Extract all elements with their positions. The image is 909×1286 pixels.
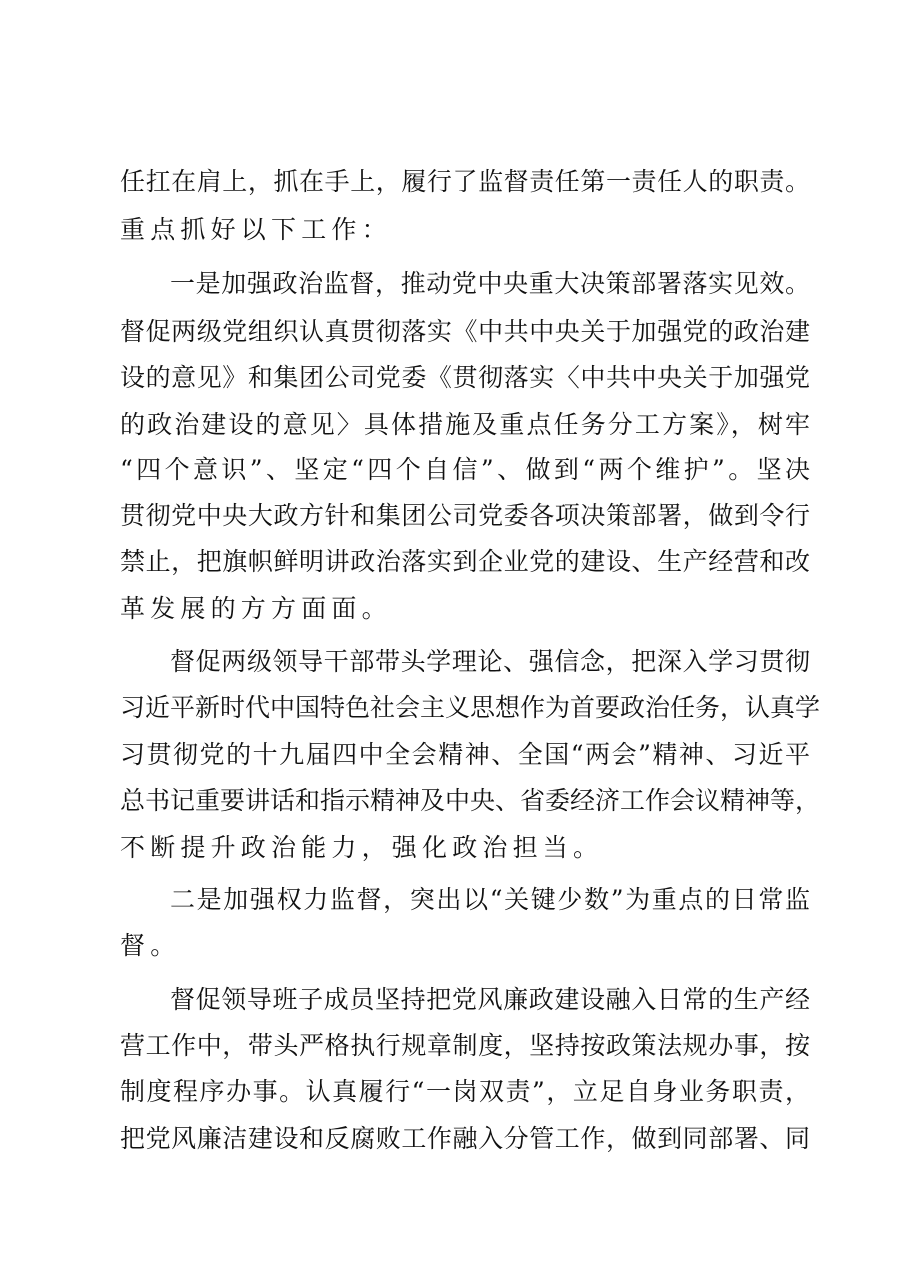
- text-line-5: 设的意见》和集团公司党委《贯彻落实〈中共中央关于加强党: [120, 363, 810, 392]
- text-line-3: 一是加强政治监督，推动党中央重大决策部署落实见效。: [170, 269, 810, 298]
- text-line-8: 贯彻党中央大政方针和集团公司党委各项决策部署，做到令行: [120, 501, 810, 530]
- text-line-15: 不断提升政治能力，强化政治担当。: [120, 833, 604, 862]
- text-line-16: 二是加强权力监督，突出以“关键少数”为重点的日常监: [170, 885, 810, 914]
- text-line-4: 督促两级党组织认真贯彻落实《中共中央关于加强党的政治建: [120, 317, 810, 346]
- text-line-11: 督促两级领导干部带头学理论、强信念，把深入学习贯彻: [170, 647, 810, 676]
- text-line-17: 督。: [120, 931, 181, 960]
- text-line-13: 习贯彻党的十九届四中全会精神、全国“两会”精神、习近平: [120, 740, 810, 769]
- text-line-1: 任扛在肩上，抓在手上，履行了监督责任第一责任人的职责。: [120, 167, 810, 196]
- text-line-9: 禁止，把旗帜鲜明讲政治落实到企业党的建设、生产经营和改: [120, 547, 810, 576]
- text-line-21: 把党风廉洁建设和反腐败工作融入分管工作，做到同部署、同: [120, 1124, 810, 1153]
- text-line-6: 的政治建设的意见〉具体措施及重点任务分工方案》，树牢: [120, 410, 810, 439]
- text-line-2: 重点抓好以下工作：: [120, 215, 392, 244]
- text-line-12: 习近平新时代中国特色社会主义思想作为首要政治任务，认真学: [120, 693, 821, 722]
- text-line-18: 督促领导班子成员坚持把党风廉政建设融入日常的生产经: [170, 985, 810, 1014]
- text-line-20: 制度程序办事。认真履行“一岗双责”，立足自身业务职责，: [120, 1077, 810, 1106]
- text-line-14: 总书记重要讲话和指示精神及中央、省委经济工作会议精神等，: [120, 786, 821, 815]
- text-line-7: “四个意识”、坚定“四个自信”、做到“两个维护”。坚决: [120, 455, 810, 484]
- text-line-19: 营工作中，带头严格执行规章制度，坚持按政策法规办事，按: [120, 1031, 810, 1060]
- text-line-10: 革发展的方方面面。: [120, 594, 392, 623]
